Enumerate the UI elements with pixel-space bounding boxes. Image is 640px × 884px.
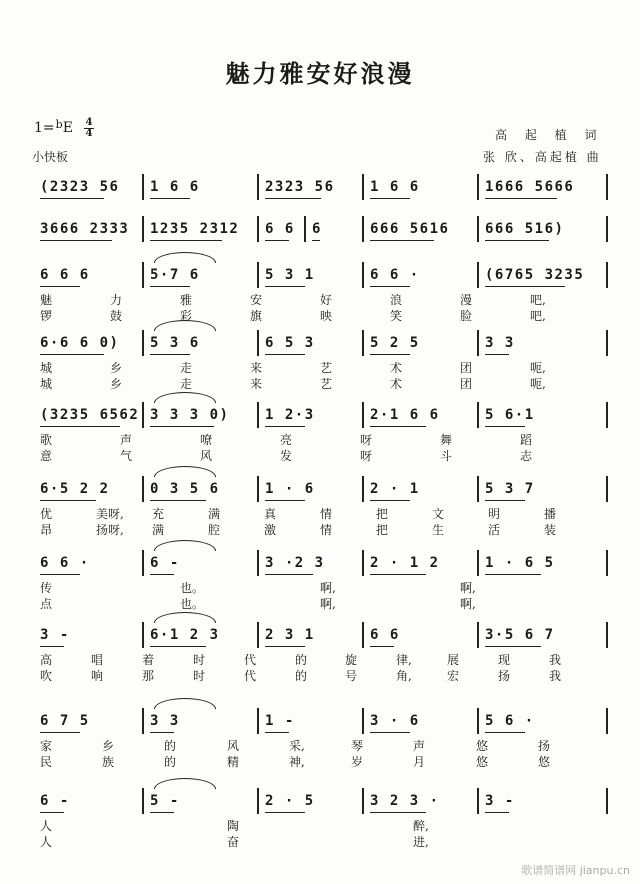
measure: 5 3 7	[485, 481, 535, 497]
lyric-syllable: 啊,	[320, 597, 336, 611]
lyric-syllable: 的	[164, 755, 177, 769]
lyric-syllable: 雅	[180, 293, 193, 307]
tie-arc	[154, 698, 216, 709]
watermark: 歌谱简谱网 jianpu.cn	[521, 864, 630, 877]
barline	[362, 330, 364, 356]
lyric-syllable: 乡	[110, 377, 123, 391]
measure: 1 6 6	[150, 179, 200, 195]
barline	[477, 788, 479, 814]
beam-line	[40, 646, 64, 647]
beam-line	[485, 426, 525, 427]
lyric-syllable: 笑	[390, 309, 403, 323]
beam-line	[150, 426, 214, 427]
measure: 1 · 6 5	[485, 555, 555, 571]
barline	[606, 216, 608, 242]
barline	[304, 216, 306, 242]
lyric-syllable: 安	[250, 293, 263, 307]
barline	[477, 262, 479, 288]
barline	[142, 708, 144, 734]
lyric-syllable: 斗	[440, 449, 453, 463]
measure: 1 -	[265, 713, 295, 729]
beam-line	[265, 646, 305, 647]
barline	[362, 174, 364, 200]
beam-line	[370, 812, 426, 813]
measure: 5 2 5	[370, 335, 420, 351]
lyric-syllable: 岁	[351, 755, 364, 769]
beam-line	[265, 426, 305, 427]
measure: 6 -	[150, 555, 180, 571]
barline	[257, 550, 259, 576]
lyric-syllable: 扬	[498, 669, 511, 683]
lyric-syllable: 扬	[538, 739, 551, 753]
lyric-syllable: 旗	[250, 309, 263, 323]
lyric-syllable: 走	[180, 377, 193, 391]
lyric-syllable: 风	[227, 739, 240, 753]
lyric-syllable: 力	[110, 293, 123, 307]
lyric-syllable: 月	[413, 755, 426, 769]
lyric-syllable: 满	[152, 523, 165, 537]
lyric-syllable: 我	[549, 653, 562, 667]
notation-row	[34, 710, 608, 732]
lyric-syllable: 情	[320, 523, 333, 537]
lyric-syllable: 装	[544, 523, 557, 537]
barline	[362, 216, 364, 242]
measure: 1235 2312	[150, 221, 240, 237]
notation-row	[34, 218, 608, 240]
beam-line	[370, 426, 426, 427]
measure: 3 ·2 3	[265, 555, 325, 571]
lyric-syllable: 明	[488, 507, 501, 521]
barline	[477, 622, 479, 648]
lyric-syllable: 醉,	[413, 819, 429, 833]
measure: 2 3 1	[265, 627, 315, 643]
notation-row	[34, 478, 608, 500]
beam-line	[485, 286, 565, 287]
lyric-syllable: 我	[549, 669, 562, 683]
barline	[257, 216, 259, 242]
barline	[606, 330, 608, 356]
lyric-syllable: 吹	[40, 669, 53, 683]
measure: 5 6·1	[485, 407, 535, 423]
measure: 6 7 5	[40, 713, 90, 729]
barline	[606, 476, 608, 502]
beam-line	[370, 732, 410, 733]
lyric-syllable: 意	[40, 449, 53, 463]
lyric-syllable: 文	[432, 507, 445, 521]
lyric-syllable: 城	[40, 361, 53, 375]
barline	[362, 622, 364, 648]
lyric-syllable: 满	[208, 507, 221, 521]
barline	[257, 622, 259, 648]
lyric-syllable: 乡	[102, 739, 115, 753]
beam-line	[370, 574, 426, 575]
lyric-syllable: 展	[447, 653, 460, 667]
measure: 5·7 6	[150, 267, 200, 283]
lyric-syllable: 进,	[413, 835, 429, 849]
lyric-syllable: 充	[152, 507, 165, 521]
lyric-syllable: 旋	[345, 653, 358, 667]
lyric-syllable: 好	[320, 293, 333, 307]
measure: 3 · 6	[370, 713, 420, 729]
lyric-syllable: 术	[390, 361, 403, 375]
lyric-syllable: 时	[193, 653, 206, 667]
lyric-syllable: 响	[91, 669, 104, 683]
barline	[477, 708, 479, 734]
lyric-syllable: 活	[488, 523, 501, 537]
measure: 1 · 6	[265, 481, 315, 497]
tie-arc	[154, 392, 216, 403]
lyric-syllable: 唱	[91, 653, 104, 667]
barline	[257, 476, 259, 502]
beam-line	[312, 240, 320, 241]
lyric-syllable: 播	[544, 507, 557, 521]
lyric-syllable: 来	[250, 361, 263, 375]
measure: 6 6 ·	[370, 267, 420, 283]
barline	[257, 402, 259, 428]
lyric-syllable: 腔	[208, 523, 221, 537]
beam-line	[370, 646, 394, 647]
beam-line	[485, 198, 557, 199]
lyric-syllable: 浪	[390, 293, 403, 307]
lyric-syllable: 奋	[227, 835, 240, 849]
measure: 6 6 ·	[40, 555, 90, 571]
beam-line	[265, 732, 289, 733]
measure: 6·6 6 0)	[40, 335, 120, 351]
measure: 6 -	[40, 793, 70, 809]
lyric-syllable: 宏	[447, 669, 460, 683]
beam-line	[150, 732, 174, 733]
tie-arc	[154, 778, 216, 789]
beam-line	[485, 732, 525, 733]
measure: 2323 56	[265, 179, 335, 195]
measure: (2323 56	[40, 179, 120, 195]
lyric-syllable: 陶	[227, 819, 240, 833]
beam-line	[370, 240, 434, 241]
beam-line	[40, 812, 64, 813]
lyric-syllable: 乡	[110, 361, 123, 375]
barline	[477, 402, 479, 428]
lyric-syllable: 来	[250, 377, 263, 391]
barline	[142, 262, 144, 288]
beam-line	[265, 286, 305, 287]
beam-line	[485, 574, 541, 575]
barline	[362, 476, 364, 502]
notation-row	[34, 404, 608, 426]
lyric-syllable: 锣	[40, 309, 53, 323]
lyric-syllable: 声	[413, 739, 426, 753]
barline	[606, 788, 608, 814]
measure: 3 3	[150, 713, 180, 729]
beam-line	[265, 240, 289, 241]
barline	[477, 174, 479, 200]
beam-line	[150, 646, 206, 647]
lyric-syllable: 蹈	[520, 433, 533, 447]
lyric-syllable: 的	[295, 653, 308, 667]
lyric-syllable: 人	[40, 819, 53, 833]
lyric-syllable: 家	[40, 739, 53, 753]
barline	[606, 708, 608, 734]
measure: 5 3 6	[150, 335, 200, 351]
beam-line	[370, 354, 410, 355]
beam-line	[370, 198, 410, 199]
beam-line	[150, 286, 190, 287]
lyric-syllable: 呀	[360, 449, 373, 463]
measure: 6 6	[265, 221, 295, 237]
barline	[606, 402, 608, 428]
measure: 1666 5666	[485, 179, 575, 195]
measure: 6·5 2 2	[40, 481, 110, 497]
notation-row	[34, 176, 608, 198]
beam-line	[150, 354, 190, 355]
lyric-syllable: 术	[390, 377, 403, 391]
lyric-syllable: 美呀,	[96, 507, 124, 521]
lyric-syllable: 民	[40, 755, 53, 769]
lyric-syllable: 歌	[40, 433, 53, 447]
tempo-marking: 小快板	[32, 150, 69, 164]
tie-arc	[154, 466, 216, 477]
lyric-syllable: 艺	[320, 377, 333, 391]
barline	[477, 476, 479, 502]
barline	[142, 622, 144, 648]
tie-arc	[154, 252, 216, 263]
notation-row	[34, 790, 608, 812]
song-title: 魅力雅安好浪漫	[225, 59, 415, 88]
lyric-syllable: 优	[40, 507, 53, 521]
beam-line	[150, 574, 174, 575]
lyric-syllable: 走	[180, 361, 193, 375]
lyric-syllable: 人	[40, 835, 53, 849]
lyric-syllable: 的	[295, 669, 308, 683]
lyric-syllable: 啊,	[460, 597, 476, 611]
tie-arc	[154, 320, 216, 331]
lyric-syllable: 精	[227, 755, 240, 769]
measure: 2·1 6 6	[370, 407, 440, 423]
lyric-syllable: 风	[200, 449, 213, 463]
lyric-syllable: 现	[498, 653, 511, 667]
barline	[257, 262, 259, 288]
barline	[362, 402, 364, 428]
barline	[362, 262, 364, 288]
lyric-syllable: 琴	[351, 739, 364, 753]
measure: 2 · 5	[265, 793, 315, 809]
lyric-syllable: 鼓	[110, 309, 123, 323]
lyric-syllable: 吧,	[530, 309, 546, 323]
measure: 3 2 3 ·	[370, 793, 440, 809]
lyric-syllable: 呀	[360, 433, 373, 447]
measure: 666 516)	[485, 221, 565, 237]
beam-line	[265, 354, 305, 355]
lyric-syllable: 悠	[538, 755, 551, 769]
barline	[142, 476, 144, 502]
measure: (3235 6562	[40, 407, 140, 423]
measure: (6765 3235	[485, 267, 585, 283]
lyric-syllable: 采,	[289, 739, 305, 753]
lyric-syllable: 也。	[180, 581, 205, 595]
beam-line	[485, 240, 549, 241]
measure: 3 3 3 0)	[150, 407, 230, 423]
lyricist-credit: 高 起 植 词	[495, 128, 604, 142]
key-signature: 1=$^b$E	[34, 118, 73, 136]
lyric-syllable: 团	[460, 377, 473, 391]
beam-line	[265, 574, 313, 575]
beam-line	[40, 198, 104, 199]
lyric-syllable: 激	[264, 523, 277, 537]
lyric-syllable: 点	[40, 597, 53, 611]
tie-arc	[154, 612, 216, 623]
lyric-syllable: 呃,	[530, 361, 546, 375]
beam-line	[150, 240, 222, 241]
barline	[477, 216, 479, 242]
beam-line	[150, 812, 174, 813]
lyric-syllable: 号	[345, 669, 358, 683]
measure: 5 3 1	[265, 267, 315, 283]
barline	[142, 330, 144, 356]
lyric-syllable: 啊,	[320, 581, 336, 595]
measure: 3666 2333	[40, 221, 130, 237]
beam-line	[40, 732, 80, 733]
lyric-syllable: 族	[102, 755, 115, 769]
lyric-syllable: 角,	[396, 669, 412, 683]
beam-line	[40, 240, 112, 241]
lyric-syllable: 真	[264, 507, 277, 521]
beam-line	[265, 500, 305, 501]
lyric-syllable: 映	[320, 309, 333, 323]
beam-line	[40, 286, 80, 287]
measure: 3·5 6 7	[485, 627, 555, 643]
beam-line	[40, 500, 96, 501]
lyric-syllable: 把	[376, 507, 389, 521]
measure: 2 · 1	[370, 481, 420, 497]
barline	[362, 788, 364, 814]
barline	[257, 788, 259, 814]
measure: 6 5 3	[265, 335, 315, 351]
barline	[142, 174, 144, 200]
barline	[606, 174, 608, 200]
measure: 6	[312, 221, 322, 237]
lyric-syllable: 悠	[476, 755, 489, 769]
lyric-syllable: 代	[244, 669, 257, 683]
lyric-syllable: 团	[460, 361, 473, 375]
lyric-syllable: 彩	[180, 309, 193, 323]
lyric-syllable: 发	[280, 449, 293, 463]
barline	[362, 708, 364, 734]
beam-line	[40, 354, 104, 355]
lyric-syllable: 脸	[460, 309, 473, 323]
measure: 3 -	[485, 793, 515, 809]
tie-arc	[154, 540, 216, 551]
barline	[257, 330, 259, 356]
measure: 3 3	[485, 335, 515, 351]
lyric-syllable: 亮	[280, 433, 293, 447]
measure: 2 · 1 2	[370, 555, 440, 571]
lyric-syllable: 扬呀,	[96, 523, 124, 537]
lyric-syllable: 情	[320, 507, 333, 521]
measure: 6 6	[370, 627, 400, 643]
measure: 3 -	[40, 627, 70, 643]
lyric-syllable: 着	[142, 653, 155, 667]
lyric-syllable: 那	[142, 669, 155, 683]
barline	[477, 550, 479, 576]
beam-line	[485, 812, 509, 813]
beam-line	[150, 500, 206, 501]
lyric-syllable: 传	[40, 581, 53, 595]
lyric-syllable: 生	[432, 523, 445, 537]
measure: 5 -	[150, 793, 180, 809]
measure: 666 5616	[370, 221, 450, 237]
measure: 1 6 6	[370, 179, 420, 195]
barline	[477, 330, 479, 356]
lyric-syllable: 气	[120, 449, 133, 463]
lyric-syllable: 的	[164, 739, 177, 753]
barline	[142, 788, 144, 814]
time-signature: 4 4	[85, 117, 93, 139]
lyric-syllable: 声	[120, 433, 133, 447]
beam-line	[485, 500, 525, 501]
notation-row	[34, 624, 608, 646]
lyric-syllable: 律,	[396, 653, 412, 667]
barline	[142, 216, 144, 242]
beam-line	[40, 574, 80, 575]
barline	[257, 174, 259, 200]
lyric-syllable: 高	[40, 653, 53, 667]
notation-row	[34, 332, 608, 354]
barline	[142, 402, 144, 428]
barline	[606, 550, 608, 576]
measure: 6 6 6	[40, 267, 90, 283]
lyric-syllable: 啊,	[460, 581, 476, 595]
beam-line	[150, 198, 190, 199]
composer-credit: 张 欣、高起植 曲	[483, 150, 602, 164]
barline	[606, 262, 608, 288]
beam-line	[370, 286, 410, 287]
lyric-syllable: 神,	[289, 755, 305, 769]
beam-line	[485, 646, 541, 647]
lyric-syllable: 城	[40, 377, 53, 391]
notation-row	[34, 552, 608, 574]
beam-line	[265, 198, 321, 199]
lyric-syllable: 嘹	[200, 433, 213, 447]
lyric-syllable: 代	[244, 653, 257, 667]
barline	[606, 622, 608, 648]
lyric-syllable: 魅	[40, 293, 53, 307]
lyric-syllable: 漫	[460, 293, 473, 307]
measure: 0 3 5 6	[150, 481, 220, 497]
lyric-syllable: 昂	[40, 523, 53, 537]
lyric-syllable: 呃,	[530, 377, 546, 391]
beam-line	[40, 426, 120, 427]
barline	[362, 550, 364, 576]
barline	[142, 550, 144, 576]
notation-row	[34, 264, 608, 286]
lyric-syllable: 吧,	[530, 293, 546, 307]
measure: 1 2·3	[265, 407, 315, 423]
lyric-syllable: 把	[376, 523, 389, 537]
lyric-syllable: 悠	[476, 739, 489, 753]
barline	[257, 708, 259, 734]
lyric-syllable: 艺	[320, 361, 333, 375]
lyric-syllable: 也。	[180, 597, 205, 611]
beam-line	[265, 812, 305, 813]
lyric-syllable: 志	[520, 449, 533, 463]
measure: 5 6 ·	[485, 713, 535, 729]
lyric-syllable: 舞	[440, 433, 453, 447]
beam-line	[370, 500, 410, 501]
beam-line	[485, 354, 509, 355]
lyric-syllable: 时	[193, 669, 206, 683]
measure: 6·1 2 3	[150, 627, 220, 643]
